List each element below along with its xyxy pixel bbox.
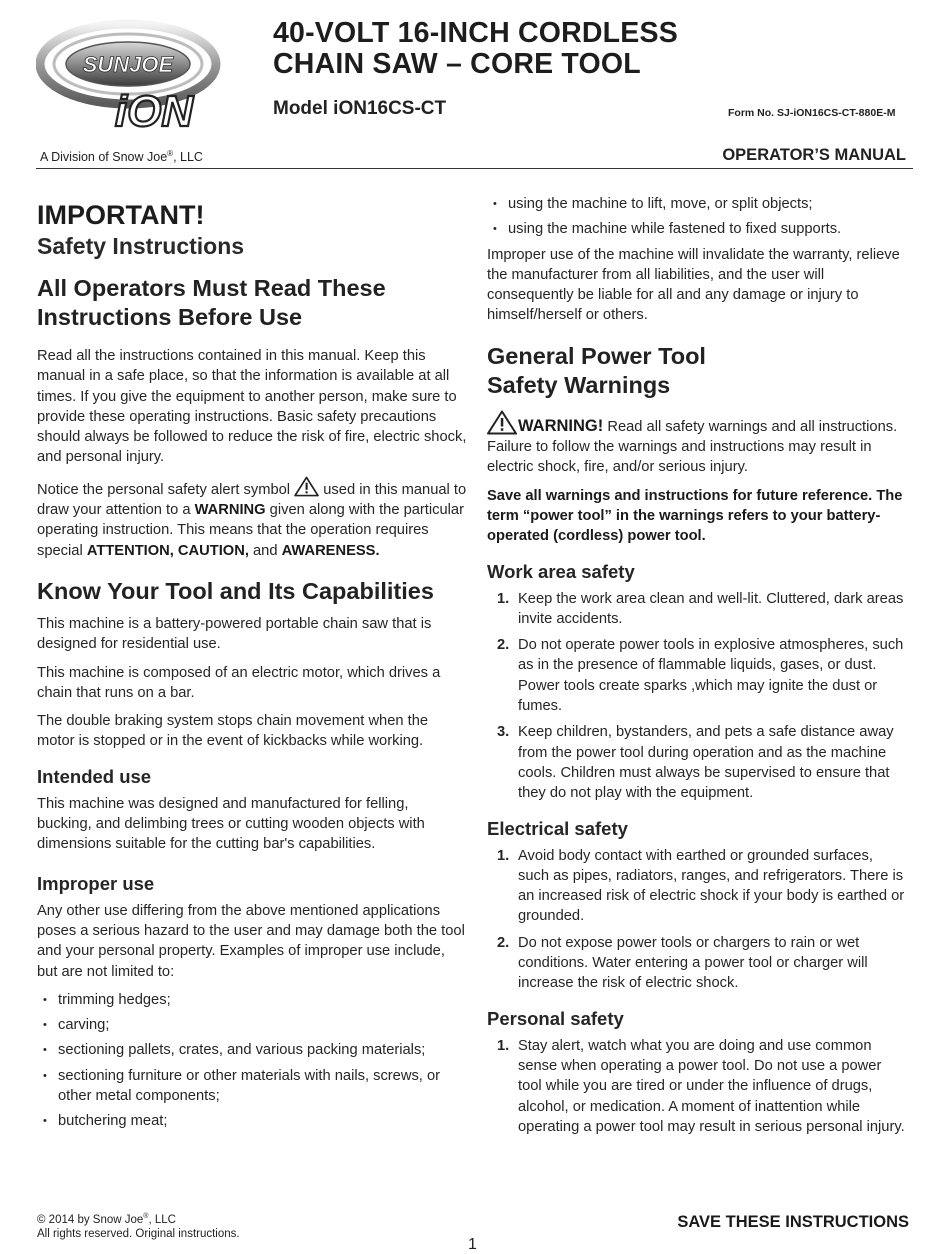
personal-safety-list bbox=[487, 1036, 907, 1137]
list-item: • butchering meat; bbox=[37, 1111, 467, 1131]
item-text: Do not operate power tools in explosive atmospheres, such as in the presence of flammable liquids, gases, or dust. Power tools create sparks ,which may ignite the dust or fumes. bbox=[518, 637, 904, 715]
title-line-2: CHAIN SAW – CORE TOOL bbox=[273, 48, 641, 80]
item-text: Stay alert, watch what you are doing and use common sense when operating a power tool. Do not use a power tool while you are tired or under the influence of drugs, alcohol, or medication. A moment of inattention while operating a power tool may result in serious personal injury. bbox=[518, 1037, 905, 1135]
intro-paragraph: Read all the instructions contained in this manual. Keep this manual in a safe place, so that the information is available at all times. If you give the equipment to another person, make sure to provide these operating instructions. Basic safety precautions should always be followed to reduce the risk of fire, electric shock, and personal injury. bbox=[37, 348, 467, 466]
list-item: • using the machine while fastened to fixed supports. bbox=[487, 219, 907, 239]
warning-text: Read all safety warnings and all instructions. Failure to follow the warnings and instructions may result in electric shock, fire, and/or serious injury. bbox=[487, 418, 898, 476]
electrical-safety-list bbox=[487, 846, 907, 994]
improper-use-list bbox=[37, 990, 467, 1132]
general-safety-heading-line-1: General Power Tool bbox=[487, 342, 706, 369]
form-number: Form No. SJ-iON16CS-CT-880E-M bbox=[728, 107, 896, 119]
notice-text-a: Notice the personal safety alert symbol bbox=[37, 481, 291, 498]
electrical-safety-heading: Electrical safety bbox=[487, 817, 628, 839]
item-text: Keep the work area clean and well-lit. Cluttered, dark areas invite accidents. bbox=[518, 590, 904, 627]
logo-ion-text: iON bbox=[114, 87, 194, 136]
notice-attention-words: ATTENTION, CAUTION, bbox=[86, 542, 249, 559]
notice-text-c: given along with the particular operating instruction. This means that the operation requires special bbox=[37, 502, 464, 559]
division-suffix: , LLC bbox=[173, 150, 203, 165]
item-number: 2. bbox=[497, 934, 510, 951]
registered-mark: ® bbox=[167, 149, 174, 158]
improper-consequence-paragraph: Improper use of the machine will invalidate the warranty, relieve the manufacturer from all liabilities, and the user will consequently be liable for all and any damage or injury to himself/herself or others. bbox=[487, 246, 900, 324]
item-number: 1. bbox=[497, 847, 510, 864]
sunjoe-ion-logo bbox=[36, 18, 226, 136]
work-area-safety-list bbox=[487, 589, 907, 804]
warning-paragraph bbox=[487, 410, 907, 478]
know-paragraph-1: This machine is a battery-powered portable chain saw that is designed for residential use. bbox=[37, 615, 432, 653]
notice-warning-word: WARNING bbox=[194, 502, 266, 519]
work-area-safety-heading: Work area safety bbox=[487, 560, 635, 582]
personal-safety-heading: Personal safety bbox=[487, 1007, 624, 1029]
list-item bbox=[487, 722, 907, 803]
list-item: • sectioning pallets, crates, and various packing materials; bbox=[37, 1040, 467, 1060]
all-operators-heading: All Operators Must Read These Instructions Before Use bbox=[37, 275, 386, 330]
division-text: A Division of Snow Joe bbox=[40, 150, 168, 165]
document-title bbox=[273, 18, 678, 80]
model-number: Model iON16CS-CT bbox=[273, 98, 447, 119]
copyright-notice bbox=[37, 1210, 240, 1242]
improper-use-paragraph: Any other use differing from the above mentioned applications poses a serious hazard to the user and may damage both the tool and your personal property. Examples of improper use include, but are not limited to: bbox=[37, 902, 465, 980]
item-text: Do not expose power tools or chargers to rain or wet conditions. Water entering a power tool or charger will increase the risk of electric shock. bbox=[518, 934, 868, 992]
notice-awareness-word: AWARENESS. bbox=[281, 542, 380, 559]
copyright-line bbox=[37, 1210, 240, 1227]
list-item: • carving; bbox=[37, 1015, 467, 1035]
list-item: • using the machine to lift, move, or split objects; bbox=[487, 194, 907, 214]
list-item bbox=[487, 933, 907, 994]
header-divider bbox=[36, 168, 913, 169]
page-number: 1 bbox=[468, 1236, 477, 1253]
list-item: • trimming hedges; bbox=[37, 990, 467, 1010]
list-item: • sectioning furniture or other materials with nails, screws, or other metal components; bbox=[37, 1066, 467, 1107]
item-number: 2. bbox=[497, 637, 510, 654]
item-number: 1. bbox=[497, 1037, 510, 1054]
operators-manual-label: OPERATOR’S MANUAL bbox=[722, 146, 906, 164]
safety-instructions-heading: Safety Instructions bbox=[37, 233, 245, 259]
warning-triangle-icon bbox=[294, 476, 319, 497]
item-text: Avoid body contact with earthed or grounded surfaces, such as pipes, radiators, ranges, and refrigerators. There is an increased risk of electric shock if your body is earthed or grounded. bbox=[518, 847, 905, 925]
general-safety-heading-line-2: Safety Warnings bbox=[487, 371, 671, 398]
notice-and: and bbox=[253, 542, 278, 559]
notice-text-b: used in this manual to draw your attention to a bbox=[37, 481, 467, 519]
know-paragraph-3: The double braking system stops chain movement when the motor is stopped or in the event of kickbacks while working. bbox=[37, 713, 429, 750]
list-item bbox=[487, 635, 907, 716]
title-line-1: 40-VOLT 16-INCH CORDLESS bbox=[273, 17, 678, 49]
know-paragraph-2: This machine is composed of an electric motor, which drives a chain that runs on a bar. bbox=[37, 664, 441, 701]
copyright-suffix: , LLC bbox=[148, 1213, 176, 1226]
left-column bbox=[37, 192, 467, 1137]
copyright-text: © 2014 by Snow Joe bbox=[37, 1213, 144, 1226]
division-line bbox=[40, 149, 203, 164]
list-item bbox=[487, 589, 907, 630]
intended-use-paragraph: This machine was designed and manufactured for felling, bucking, and delimbing trees or cutting wooden objects with dimensions suitable for the cutting bar's capabilities. bbox=[37, 795, 425, 853]
item-number: 3. bbox=[497, 724, 510, 741]
intended-use-heading: Intended use bbox=[37, 765, 152, 787]
rights-line: All rights reserved. Original instructions. bbox=[37, 1228, 240, 1241]
item-number: 1. bbox=[497, 590, 510, 607]
right-column bbox=[487, 194, 907, 1143]
item-text: Keep children, bystanders, and pets a safe distance away from the power tool during operation and as the machine cools. Children must always be supervised to ensure that they do not play with the equipment. bbox=[518, 724, 894, 802]
know-your-tool-heading: Know Your Tool and Its Capabilities bbox=[37, 577, 434, 604]
save-warnings-note: Save all warnings and instructions for future reference. The term “power tool” in the warnings refers to your battery-operated (cordless) power tool. bbox=[487, 487, 903, 545]
warning-word: WARNING! bbox=[518, 416, 604, 435]
warning-triangle-icon bbox=[487, 410, 517, 435]
save-instructions-label: SAVE THESE INSTRUCTIONS bbox=[677, 1213, 909, 1231]
improper-use-heading: Improper use bbox=[37, 872, 155, 894]
registered-mark: ® bbox=[143, 1213, 149, 1220]
list-item bbox=[487, 846, 907, 927]
list-item bbox=[487, 1036, 907, 1137]
notice-paragraph bbox=[37, 476, 467, 561]
improper-use-list-continued bbox=[487, 194, 907, 240]
important-heading: IMPORTANT! bbox=[37, 200, 205, 230]
general-safety-heading bbox=[487, 342, 907, 400]
logo-brand-text: SUNJOE bbox=[82, 52, 174, 77]
